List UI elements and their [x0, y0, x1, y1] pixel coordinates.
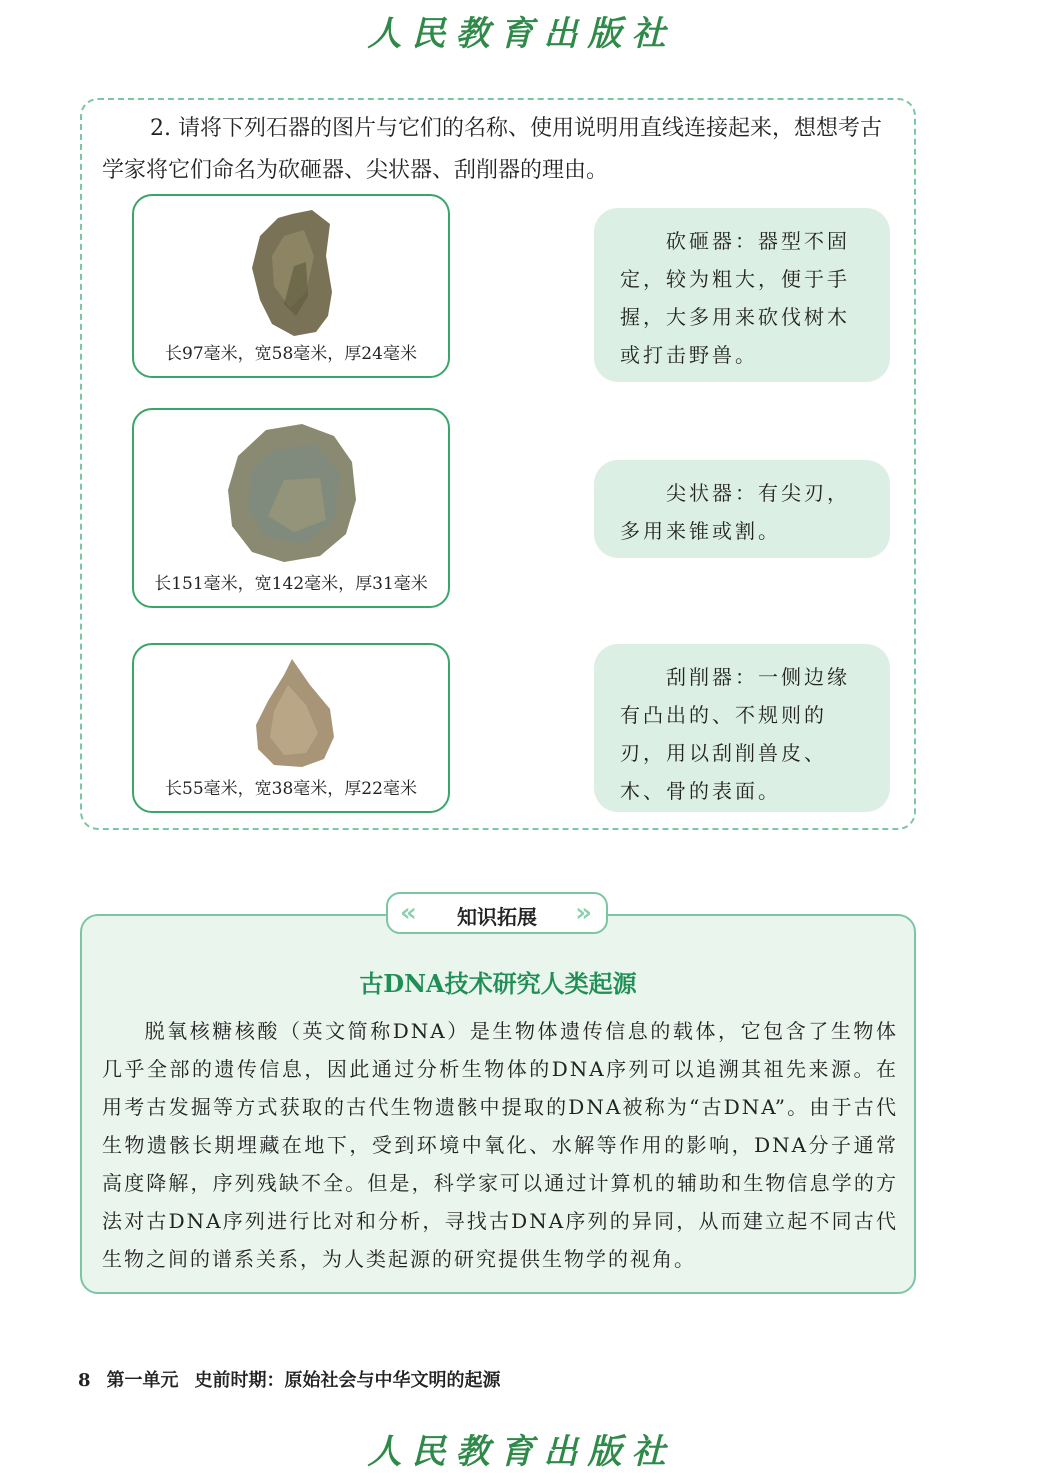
desc-card-scraper[interactable]	[594, 644, 890, 812]
knowledge-body	[102, 1012, 898, 1278]
knowledge-body-text: 脱氧核糖核酸（英文简称DNA）是生物体遗传信息的载体，它包含了生物体几乎全部的遗传信息，因此通过分析生物体的DNA序列可以追溯其祖先来源。在用考古发掘等方式获取的古代生物遗骸中提取的DNA被称为“古DNA”。由于古代生物遗骸长期埋藏在地下，受到环境中氧化、水解等作用的影响，DNA分子通常高度降解，序列残缺不全。但是，科学家可以通过计算机的辅助和生物信息学的方法对古DNA序列进行比对和分析，寻找古DNA序列的异同，从而建立起不同古代生物之间的谱系关系，为人类起源的研究提供生物学的视角。	[102, 1019, 898, 1271]
publisher-watermark-top: 人民教育出版社	[367, 14, 676, 54]
desc-text-point: 尖状器：有尖刃，多用来锥或割。	[620, 481, 850, 543]
stone-card-3[interactable]	[132, 643, 450, 813]
activity-instruction-text: 请将下列石器的图片与它们的名称、使用说明用直线连接起来，想想考古学家将它们命名为砍砸器、尖状器、刮削器的理由。	[102, 116, 883, 183]
stone-caption-2: 长151毫米，宽142毫米，厚31毫米	[154, 574, 428, 594]
chapter-label: 史前时期：原始社会与中华文明的起源	[194, 1370, 501, 1391]
desc-text-scraper: 刮削器：一侧边缘有凸出的、不规则的刃，用以刮削兽皮、木、骨的表面。	[620, 665, 850, 803]
unit-label: 第一单元	[106, 1370, 179, 1391]
knowledge-tab	[386, 892, 608, 934]
desc-card-point[interactable]	[594, 460, 890, 558]
stone-card-1[interactable]	[132, 194, 450, 378]
desc-card-chopper[interactable]	[594, 208, 890, 382]
stone-caption-3: 长55毫米，宽38毫米，厚22毫米	[165, 779, 417, 799]
double-chevron-left-icon: «	[400, 898, 417, 928]
desc-text-chopper: 砍砸器：器型不固定，较为粗大，便于手握，大多用来砍伐树木或打击野兽。	[620, 229, 850, 367]
double-chevron-right-icon: »	[575, 898, 592, 928]
page-number: 8	[78, 1370, 91, 1391]
stone-card-2[interactable]	[132, 408, 450, 608]
activity-number: 2.	[150, 116, 171, 141]
stone-caption-1: 长97毫米，宽58毫米，厚24毫米	[165, 344, 417, 364]
knowledge-tab-label: 知识拓展	[457, 905, 537, 929]
publisher-watermark-bottom: 人民教育出版社	[367, 1432, 676, 1472]
activity-instruction	[102, 108, 902, 192]
knowledge-title: 古DNA技术研究人类起源	[359, 969, 637, 998]
page-footer	[78, 1366, 517, 1392]
